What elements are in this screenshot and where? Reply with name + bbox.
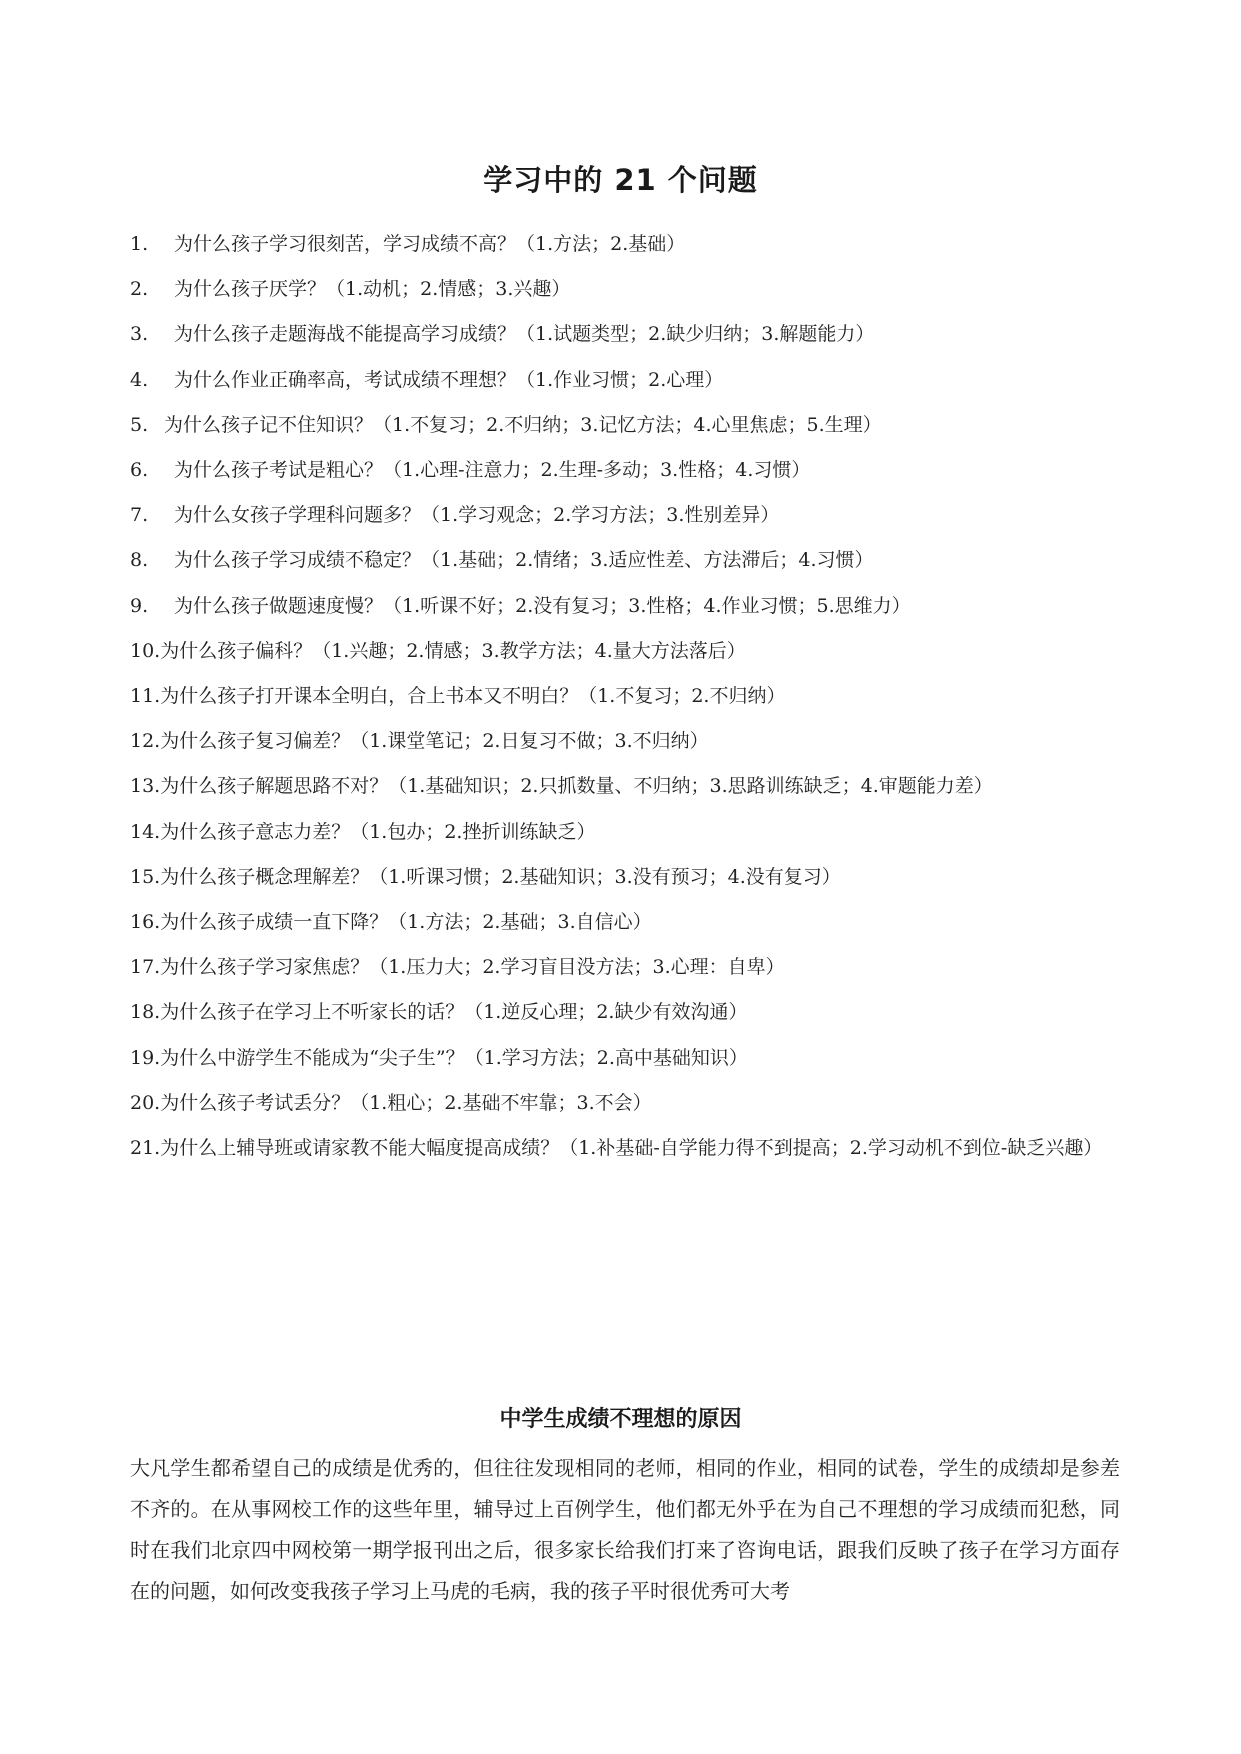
item-text: 为什么女孩子学理科问题多？（1.学习观念；2.学习方法；3.性别差异）	[174, 504, 780, 527]
item-number: 12.	[130, 730, 161, 753]
item-number: 18.	[130, 1001, 161, 1024]
item-number: 14.	[130, 820, 161, 843]
list-item	[130, 810, 1120, 855]
list-item	[130, 267, 1120, 312]
item-text: 为什么孩子概念理解差？（1.听课习惯；2.基础知识；3.没有预习；4.没有复习）	[160, 865, 841, 888]
list-item	[130, 312, 1120, 357]
item-text: 为什么孩子成绩一直下降？（1.方法；2.基础；3.自信心）	[160, 911, 652, 934]
item-text: 为什么孩子学习家焦虑？（1.压力大；2.学习盲目没方法；3.心理：自卑）	[160, 956, 785, 979]
question-list	[130, 222, 1120, 1167]
list-item	[130, 674, 1120, 719]
list-item	[130, 719, 1120, 764]
list-item	[130, 900, 1120, 945]
body-paragraph: 大凡学生都希望自己的成绩是优秀的，但往往发现相同的老师，相同的作业，相同的试卷，学生的成绩却是参差不齐的。在从事网校工作的这些年里，辅导过上百例学生，他们都无外乎在为自己不理想的学习成绩而犯愁，同时在我们北京四中网校第一期学报刊出之后，很多家长给我们打来了咨询电话，跟我们反映了孩子在学习方面存在的问题，如何改变我孩子学习上马虎的毛病，我的孩子平时很优秀可大考	[130, 1456, 1120, 1603]
page-title: 学习中的 21 个问题	[483, 163, 758, 197]
item-number: 10.	[130, 639, 161, 662]
item-text: 为什么孩子在学习上不听家长的话？（1.逆反心理；2.缺少有效沟通）	[160, 1001, 748, 1024]
item-number: 16.	[130, 911, 161, 934]
item-number: 8.	[130, 549, 149, 572]
list-item	[130, 358, 1120, 403]
item-number: 13.	[130, 775, 161, 798]
item-text: 为什么孩子解题思路不对？（1.基础知识；2.只抓数量、不归纳；3.思路训练缺乏；4.审题能力差）	[160, 775, 993, 798]
item-text: 为什么孩子学习很刻苦，学习成绩不高？（1.方法；2.基础）	[174, 233, 686, 255]
item-text: 为什么孩子做题速度慢？（1.听课不好；2.没有复习；3.性格；4.作业习惯；5.思维力）	[174, 594, 911, 617]
item-number: 7.	[130, 504, 149, 527]
list-item	[130, 1126, 1120, 1167]
item-text: 为什么中游学生不能成为“尖子生”？（1.学习方法；2.高中基础知识）	[160, 1046, 748, 1069]
list-item	[130, 1081, 1120, 1126]
section-heading: 中学生成绩不理想的原因	[499, 1407, 742, 1432]
item-number: 9.	[130, 594, 149, 617]
item-number: 5.	[130, 413, 149, 436]
list-item	[130, 448, 1120, 493]
item-number: 3.	[130, 323, 149, 346]
item-text: 为什么孩子学习成绩不稳定？（1.基础；2.情绪；3.适应性差、方法滞后；4.习惯）	[174, 549, 874, 572]
list-item	[130, 403, 1120, 448]
item-number: 20.	[130, 1091, 161, 1114]
item-text: 为什么孩子意志力差？（1.包办；2.挫折训练缺乏）	[160, 820, 596, 843]
item-text: 为什么孩子偏科？（1.兴趣；2.情感；3.教学方法；4.量大方法落后）	[160, 639, 746, 662]
list-item	[130, 990, 1120, 1035]
list-item	[130, 538, 1120, 583]
item-text: 为什么孩子考试是粗心？（1.心理-注意力；2.生理-多动；3.性格；4.习惯）	[174, 459, 811, 482]
list-item	[130, 584, 1120, 629]
item-text: 为什么孩子复习偏差？（1.课堂笔记；2.日复习不做；3.不归纳）	[160, 730, 709, 753]
list-item	[130, 493, 1120, 538]
item-text: 为什么孩子走题海战不能提高学习成绩？（1.试题类型；2.缺少归纳；3.解题能力）	[174, 323, 875, 346]
list-item	[130, 629, 1120, 674]
item-text: 为什么孩子记不住知识？（1.不复习；2.不归纳；3.记忆方法；4.心里焦虑；5.生理）	[164, 413, 882, 436]
list-item	[130, 945, 1120, 990]
item-number: 6.	[130, 459, 149, 482]
item-number: 11.	[130, 685, 161, 708]
list-item	[130, 222, 1120, 267]
list-item	[130, 1036, 1120, 1081]
item-text: 为什么上辅导班或请家教不能大幅度提高成绩？（1.补基础-自学能力得不到提高；2.学习动机不到位-缺乏兴趣）	[160, 1137, 1103, 1160]
item-text: 为什么作业正确率高，考试成绩不理想？（1.作业习惯；2.心理）	[174, 368, 724, 391]
item-number: 21.	[130, 1137, 161, 1160]
item-number: 19.	[130, 1046, 161, 1069]
item-text: 为什么孩子打开课本全明白，合上书本又不明白？（1.不复习；2.不归纳）	[160, 685, 786, 708]
item-number: 15.	[130, 865, 161, 888]
item-number: 1.	[130, 233, 149, 255]
list-item	[130, 855, 1120, 900]
item-number: 2.	[130, 278, 149, 301]
item-number: 17.	[130, 956, 161, 979]
item-text: 为什么孩子考试丢分？（1.粗心；2.基础不牢靠；3.不会）	[160, 1091, 652, 1114]
item-text: 为什么孩子厌学？（1.动机；2.情感；3.兴趣）	[174, 278, 571, 301]
list-item	[130, 764, 1120, 809]
item-number: 4.	[130, 368, 149, 391]
